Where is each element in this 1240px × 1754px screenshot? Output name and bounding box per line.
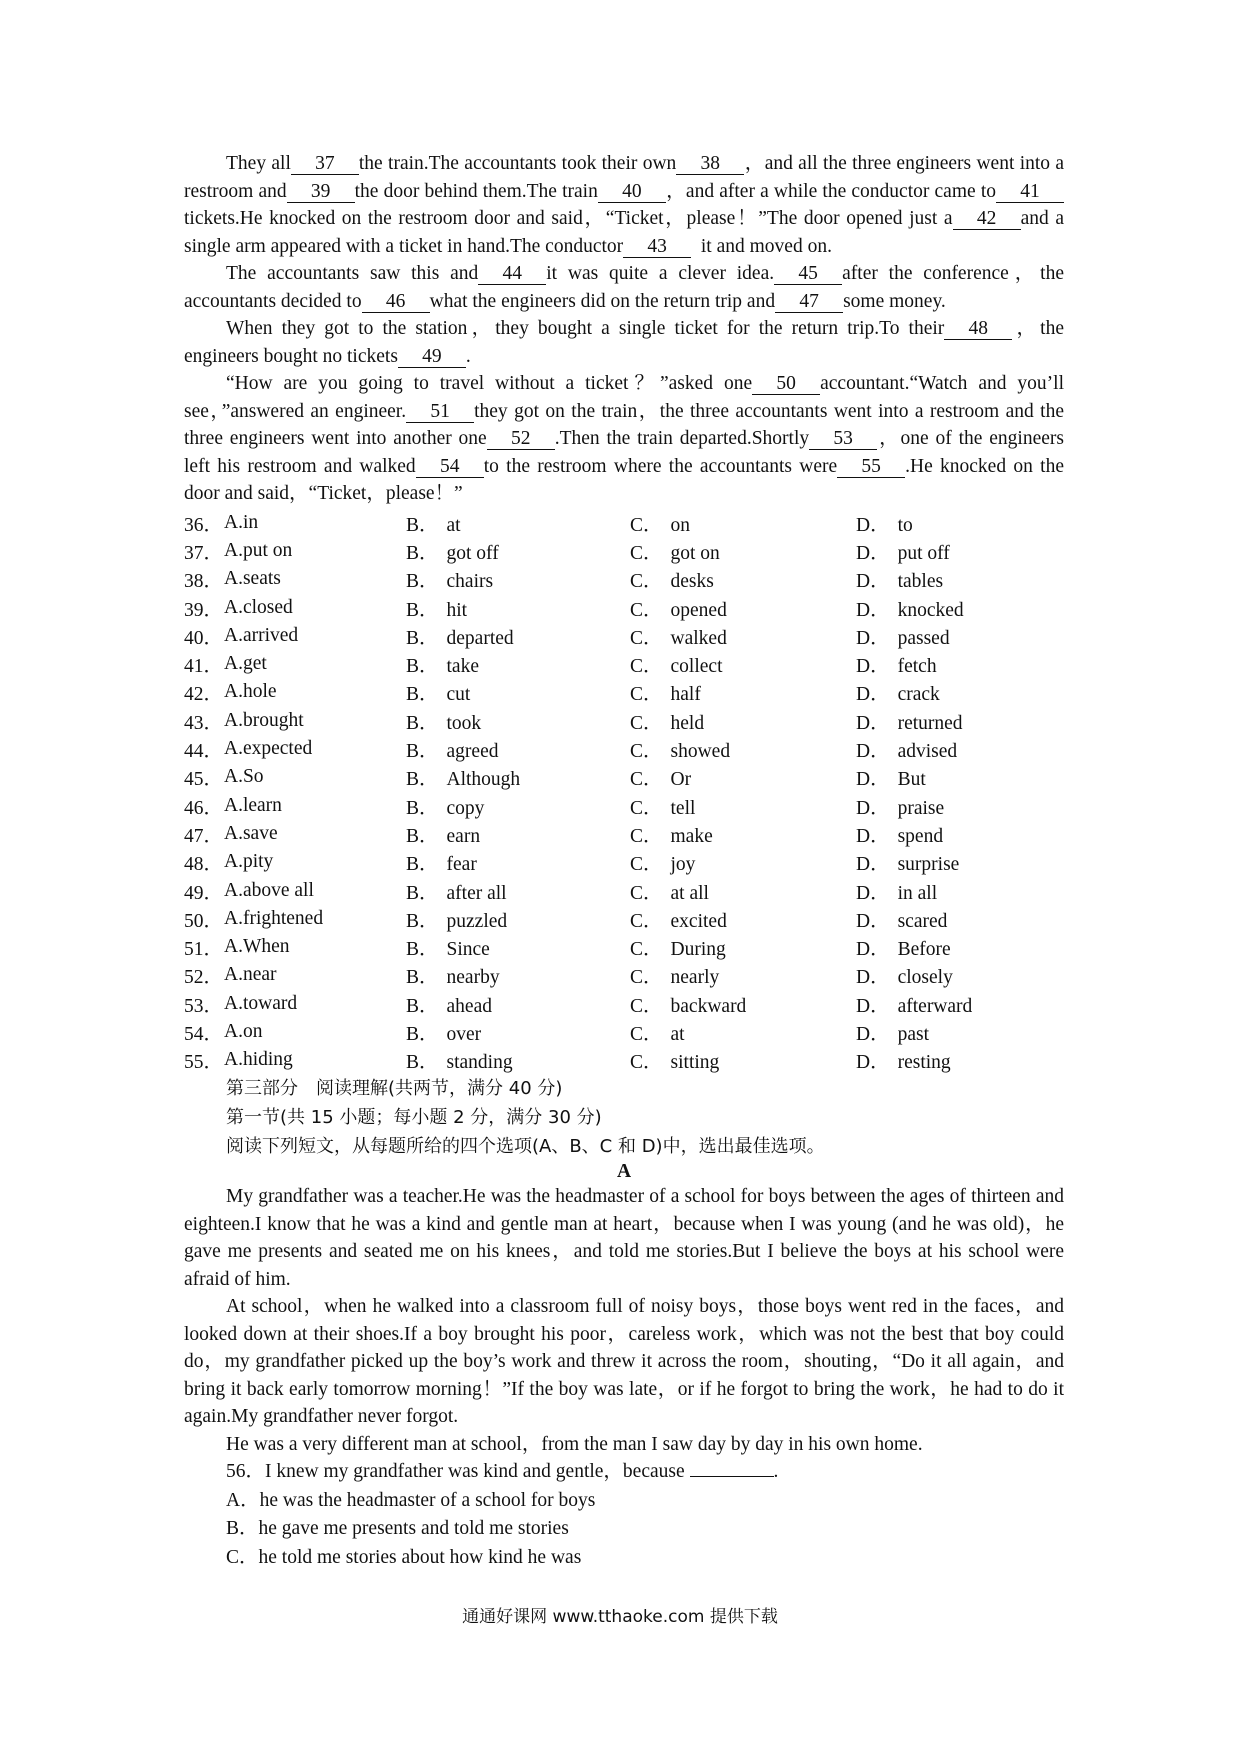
question-number: 49． <box>184 882 224 904</box>
option-a: A.toward <box>224 992 298 1014</box>
option-d: D． tables <box>856 571 944 593</box>
option-row <box>184 791 1064 819</box>
option-list <box>184 509 1064 1075</box>
option-d: D． scared <box>856 910 948 932</box>
blank-53: 53 <box>809 429 877 450</box>
option-b: B． ahead <box>406 995 492 1017</box>
option-a: A.near <box>224 964 277 986</box>
option-d: D． crack <box>856 684 940 706</box>
option-c: C． walked <box>630 627 727 649</box>
option-d: D． fetch <box>856 656 937 678</box>
option-row <box>184 848 1064 876</box>
question-number: 53． <box>184 995 224 1017</box>
option-a: A.above all <box>224 879 314 901</box>
option-d: D． closely <box>856 967 953 989</box>
option-a: A.in <box>224 511 259 533</box>
option-b: B． agreed <box>406 741 499 763</box>
question-number: 47． <box>184 825 224 847</box>
option-b: B． take <box>406 656 479 678</box>
option-row <box>184 1018 1064 1046</box>
option-d: D． surprise <box>856 854 960 876</box>
option-d: D． spend <box>856 825 944 847</box>
option-c: C． Or <box>630 769 692 791</box>
question-number: 39． <box>184 599 224 621</box>
page-footer: 通通好课网 www.tthaoke.com 提供下载 <box>462 1607 778 1627</box>
option-c: C． excited <box>630 910 727 932</box>
blank-45: 45 <box>774 264 842 285</box>
option-d: D． Before <box>856 939 951 961</box>
question-number: 44． <box>184 741 224 763</box>
question-number: 36． <box>184 514 224 536</box>
option-c: C． at all <box>630 882 709 904</box>
option-d: D． in all <box>856 882 938 904</box>
option-b: B． hit <box>406 599 468 621</box>
option-row <box>184 707 1064 735</box>
option-a: A.brought <box>224 709 304 731</box>
option-a: A.seats <box>224 568 281 590</box>
option-b: B． got off <box>406 542 499 564</box>
option-a: A.hole <box>224 681 277 703</box>
blank-50: 50 <box>752 374 820 395</box>
option-row <box>184 537 1064 565</box>
option-d: D． But <box>856 769 926 791</box>
option-c: C． nearly <box>630 967 720 989</box>
option-d: D． knocked <box>856 599 964 621</box>
option-row <box>184 735 1064 763</box>
option-row <box>184 593 1064 621</box>
option-c: C． sitting <box>630 1052 720 1074</box>
option-c: C． make <box>630 825 713 847</box>
option-d: D． advised <box>856 741 958 763</box>
question-number: 42． <box>184 684 224 706</box>
option-row <box>184 509 1064 537</box>
answer-blank <box>690 1458 774 1477</box>
part3-heading: 第三部分 阅读理解(共两节，满分 40 分) <box>226 1078 563 1100</box>
option-c: C． at <box>630 1023 685 1045</box>
option-row <box>184 763 1064 791</box>
question-56-option-b: B．he gave me presents and told me stories <box>226 1518 569 1540</box>
option-a: A.pity <box>224 851 274 873</box>
option-b: B． nearby <box>406 967 500 989</box>
option-a: A.hiding <box>224 1049 293 1071</box>
option-a: A.frightened <box>224 907 324 929</box>
cloze-paragraph-1: They all 37 the train.The accountants took their own 38 ，and all the three engineers went into a restroom and 39 the door behind them.The train 40 ，and after a while the conductor came to 41tickets.He knocked on the restroom door and said，“Ticket，please！”The door opened just a 42 and a single arm appeared with a ticket in hand.The conductor 43 it and moved on. <box>184 153 1065 257</box>
question-number: 55． <box>184 1052 224 1074</box>
option-b: B． puzzled <box>406 910 508 932</box>
option-c: C． half <box>630 684 701 706</box>
option-a: A.closed <box>224 596 293 618</box>
question-number: 41． <box>184 656 224 678</box>
question-number: 52． <box>184 967 224 989</box>
option-d: D． passed <box>856 627 950 649</box>
blank-52: 52 <box>487 429 555 450</box>
question-number: 38． <box>184 571 224 593</box>
option-c: C． tell <box>630 797 696 819</box>
blank-39: 39 <box>287 182 355 203</box>
option-d: D． afterward <box>856 995 973 1017</box>
option-b: B． earn <box>406 825 481 847</box>
option-d: D． resting <box>856 1052 951 1074</box>
option-c: C． showed <box>630 741 731 763</box>
question-number: 40． <box>184 627 224 649</box>
option-a: A.on <box>224 1020 263 1042</box>
question-number: 51． <box>184 939 224 961</box>
option-row <box>184 820 1064 848</box>
option-b: B． Since <box>406 939 490 961</box>
option-a: A.save <box>224 822 278 844</box>
option-a: A.get <box>224 653 267 675</box>
option-c: C． got on <box>630 542 720 564</box>
option-a: A.When <box>224 936 290 958</box>
option-c: C． During <box>630 939 726 961</box>
question-number: 43． <box>184 712 224 734</box>
blank-41: 41 <box>996 182 1064 203</box>
question-number: 37． <box>184 542 224 564</box>
option-row <box>184 990 1064 1018</box>
option-d: D． past <box>856 1023 930 1045</box>
blank-51: 51 <box>406 402 474 423</box>
question-56-option-c: C．he told me stories about how kind he was <box>226 1546 582 1568</box>
blank-49: 49 <box>398 347 466 368</box>
option-b: B． chairs <box>406 571 494 593</box>
option-b: B． fear <box>406 854 477 876</box>
option-c: C． on <box>630 514 691 536</box>
option-a: A.learn <box>224 794 282 816</box>
blank-48: 48 <box>944 319 1012 340</box>
option-a: A.expected <box>224 738 313 760</box>
question-number: 54． <box>184 1023 224 1045</box>
reading-paragraph-3: He was a very different man at school，from the man I saw day by day in his own home. <box>226 1433 923 1455</box>
cloze-paragraph-3: When they got to the station，they bought a single ticket for the return trip.To their 48 ，the engineers bought no tickets 49 . <box>184 318 1064 367</box>
blank-38: 38 <box>676 154 744 175</box>
cloze-paragraph-2: The accountants saw this and 44 it was quite a clever idea. 45 after the conference，the accountants decided to 46 what the engineers did on the return trip and 47 some money. <box>184 263 1064 312</box>
reading-paragraph-1: My grandfather was a teacher.He was the headmaster of a school for boys between the ages of thirteen and eighteen.I know that he was a kind and gentle man at heart，because when I was young (and he was old)，he gave me presents and seated me on his knees，and told me stories.But I believe the boys at his school were afraid of him. <box>184 1186 1064 1290</box>
blank-44: 44 <box>478 264 546 285</box>
blank-42: 42 <box>953 209 1021 230</box>
option-row <box>184 905 1064 933</box>
blank-40: 40 <box>598 182 666 203</box>
option-row <box>184 565 1064 593</box>
question-number: 50． <box>184 910 224 932</box>
option-row <box>184 1046 1064 1074</box>
question-number: 45． <box>184 769 224 791</box>
option-d: D． praise <box>856 797 945 819</box>
option-d: D． put off <box>856 542 950 564</box>
option-row <box>184 622 1064 650</box>
option-c: C． collect <box>630 656 723 678</box>
question-number: 48． <box>184 854 224 876</box>
blank-47: 47 <box>775 292 843 313</box>
option-b: B． at <box>406 514 461 536</box>
blank-43: 43 <box>623 237 691 258</box>
option-c: C． backward <box>630 995 747 1017</box>
option-b: B． copy <box>406 797 485 819</box>
option-d: D． returned <box>856 712 963 734</box>
blank-55: 55 <box>837 457 905 478</box>
passage-label: A <box>616 1161 632 1183</box>
option-row <box>184 650 1064 678</box>
question-56-stem: 56．I knew my grandfather was kind and gentle，because . <box>184 1458 1064 1487</box>
option-c: C． desks <box>630 571 714 593</box>
content-column <box>184 150 1064 1572</box>
option-b: B． Although <box>406 769 521 791</box>
option-b: B． over <box>406 1023 482 1045</box>
option-b: B． standing <box>406 1052 513 1074</box>
option-b: B． departed <box>406 627 514 649</box>
blank-54: 54 <box>416 457 484 478</box>
option-b: B． cut <box>406 684 471 706</box>
question-56-option-a: A．he was the headmaster of a school for boys <box>226 1489 596 1511</box>
reading-paragraph-2: At school，when he walked into a classroom full of noisy boys，those boys went red in the faces，and looked down at their shoes.If a boy brought his poor，careless work，which was not the best that boy could do，my grandfather picked up the boy’s work and threw it across the room，shouting，“Do it all again，and bring it back early tomorrow morning！”If the boy was late，or if he forgot to bring the work，he had to do it again.My grandfather never forgot. <box>184 1296 1064 1428</box>
cloze-paragraph-4: “How are you going to travel without a ticket？”asked one 50 accountant.“Watch and you’ll see，”answered an engineer. 51 they got on the train，the three accountants went into a restroom and the three engineers went into another one 52 .Then the train departed.Shortly 53 ，one of the engineers left his restroom and walked 54 to the restroom where the accountants were 55 .He knocked on the door and said，“Ticket，please！” <box>184 373 1065 504</box>
blank-37: 37 <box>291 154 359 175</box>
option-a: A.arrived <box>224 624 299 646</box>
option-b: B． took <box>406 712 482 734</box>
option-c: C． opened <box>630 599 727 621</box>
option-c: C． held <box>630 712 705 734</box>
question-number: 46． <box>184 797 224 819</box>
section1-heading: 第一节(共 15 小题；每小题 2 分，满分 30 分) <box>226 1107 602 1129</box>
option-a: A.So <box>224 766 264 788</box>
option-c: C． joy <box>630 854 696 876</box>
option-row <box>184 961 1064 989</box>
option-row <box>184 678 1064 706</box>
reading-instruction: 阅读下列短文，从每题所给的四个选项(A、B、C 和 D)中，选出最佳选项。 <box>226 1136 825 1158</box>
option-d: D． to <box>856 514 913 536</box>
option-b: B． after all <box>406 882 507 904</box>
option-row <box>184 933 1064 961</box>
option-row <box>184 876 1064 904</box>
option-a: A.put on <box>224 539 293 561</box>
blank-46: 46 <box>362 292 430 313</box>
